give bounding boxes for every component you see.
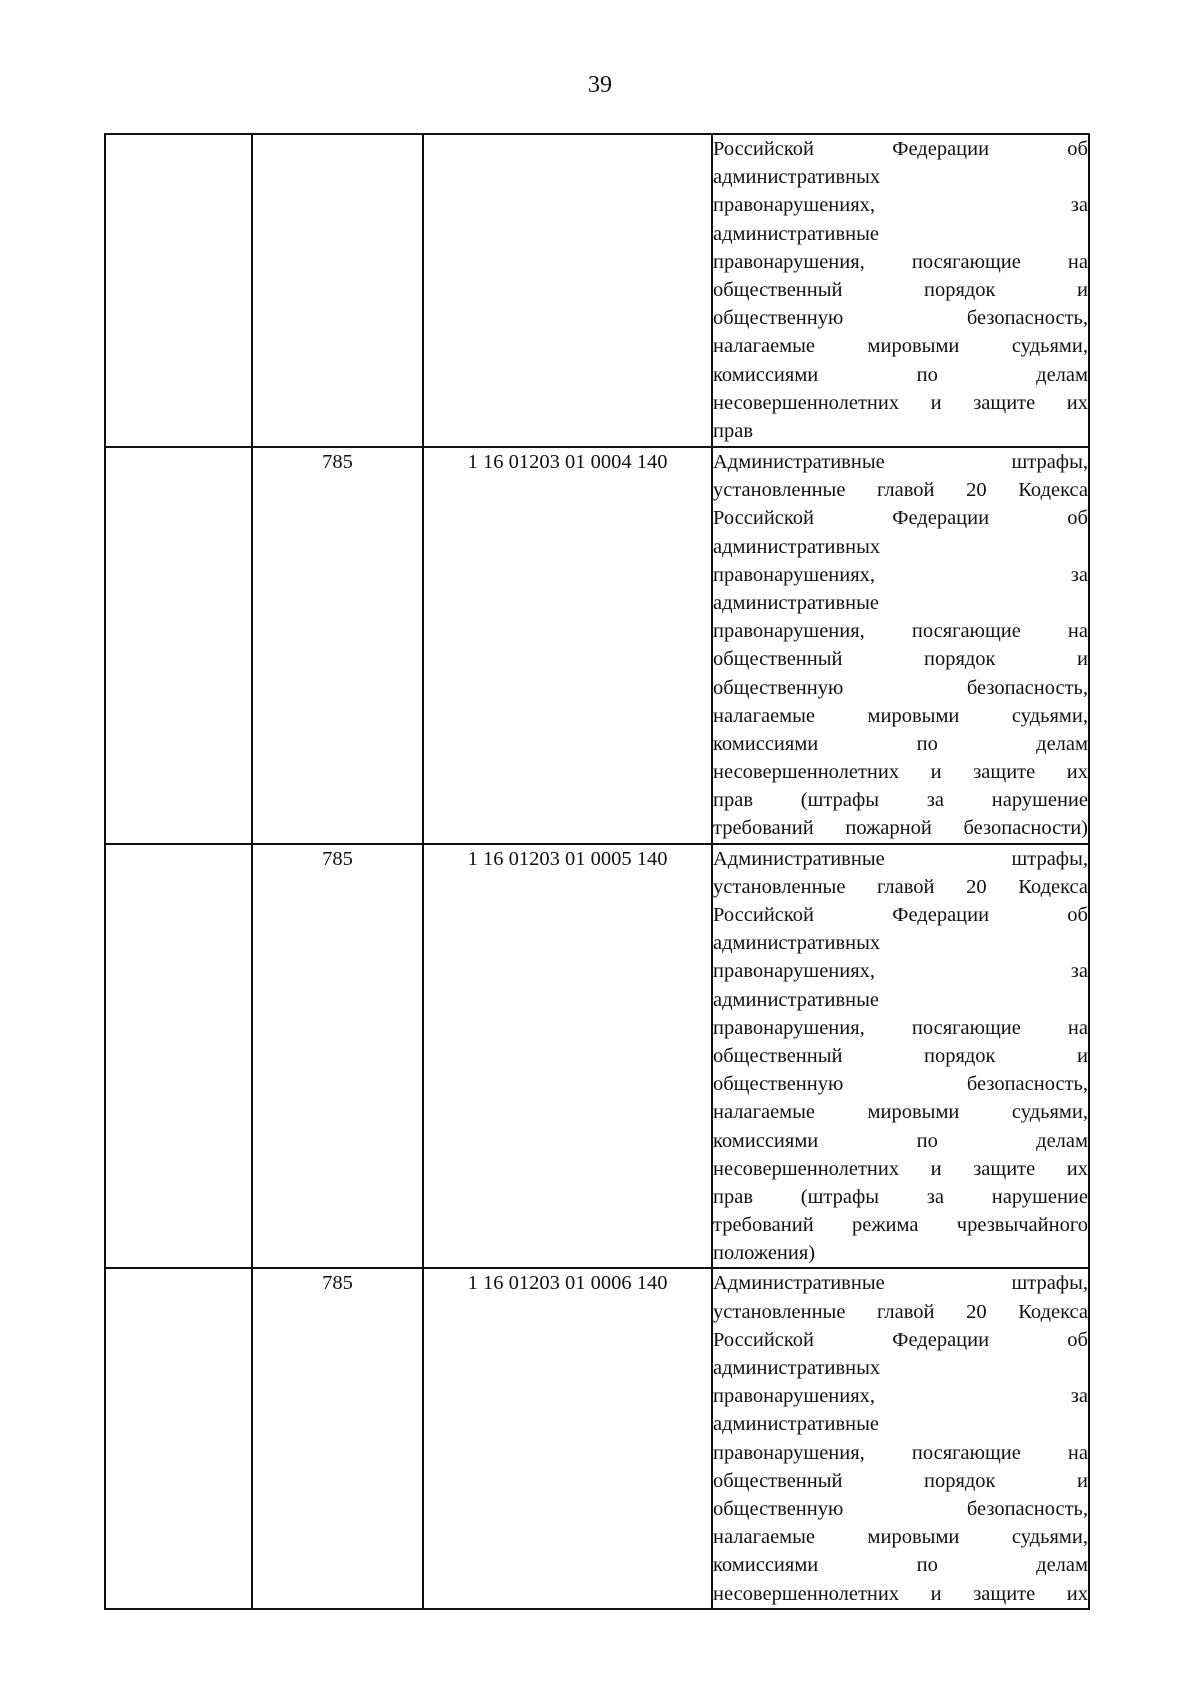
description-line: общественную безопасность,: [713, 307, 1088, 330]
description-line: административных: [713, 932, 881, 955]
description-line: правонарушениях, за: [713, 1385, 1088, 1408]
description-line: Российской Федерации об: [713, 1328, 1088, 1351]
description-line: административные: [713, 1413, 879, 1436]
description-line: административные: [713, 988, 879, 1011]
description-cell: [712, 844, 1089, 1269]
description-line: общественный порядок и: [713, 1469, 1088, 1492]
description-line: установленные главой 20 Кодекса: [713, 479, 1088, 502]
description-line: комиссиями по делам: [713, 1129, 1088, 1152]
description-line: правонарушения, посягающие на: [713, 1441, 1088, 1464]
description-line: комиссиями по делам: [713, 732, 1088, 755]
table-row: [105, 844, 1089, 1269]
description-line: несовершеннолетних и защите их: [713, 391, 1088, 414]
description-line: требований режима чрезвычайного: [713, 1214, 1088, 1237]
admin-code-cell: [252, 134, 423, 447]
admin-code-cell: 785: [252, 844, 423, 1269]
description-line: общественную безопасность,: [713, 1073, 1088, 1096]
page-number: 39: [588, 72, 612, 98]
kbk-code-cell: 1 16 01203 01 0005 140: [423, 844, 712, 1269]
description-line: правонарушения, посягающие на: [713, 1016, 1088, 1039]
row-number-cell: [105, 134, 252, 447]
description-line: административные: [713, 591, 879, 614]
row-number-cell: [105, 844, 252, 1269]
description-line: общественную безопасность,: [713, 676, 1088, 699]
description-line: Российской Федерации об: [713, 138, 1088, 160]
description-line: Российской Федерации об: [713, 904, 1088, 926]
description-line: налагаемые мировыми судьями,: [713, 335, 1088, 358]
description-line: установленные главой 20 Кодекса: [713, 1300, 1088, 1323]
description-line: Административные штрафы,: [713, 847, 1088, 870]
description-line: требований пожарной безопасности): [713, 817, 1088, 840]
description-line: административные: [713, 222, 879, 245]
description-cell: [712, 134, 1089, 447]
description-line: комиссиями по делам: [713, 363, 1088, 386]
description-line: прав (штрафы за нарушение: [713, 1185, 1088, 1208]
kbk-code-cell: 1 16 01203 01 0004 140: [423, 447, 712, 844]
admin-code-cell: 785: [252, 1268, 423, 1608]
description-line: общественный порядок и: [713, 648, 1088, 671]
description-line: прав (штрафы за нарушение: [713, 789, 1088, 812]
description-line: Административные штрафы,: [713, 1272, 1088, 1295]
description-line: несовершеннолетних и защите их: [713, 761, 1088, 784]
row-number-cell: [105, 1268, 252, 1608]
description-line: административных: [713, 166, 881, 189]
description-line: правонарушения, посягающие на: [713, 620, 1088, 643]
admin-code-cell: 785: [252, 447, 423, 844]
description-line: правонарушениях, за: [713, 194, 1088, 217]
description-line: Административные штрафы,: [713, 451, 1088, 473]
description-line: общественный порядок и: [713, 1044, 1088, 1067]
description-line: общественную безопасность,: [713, 1497, 1088, 1520]
description-line: административных: [713, 535, 881, 558]
description-line: общественный порядок и: [713, 278, 1088, 301]
description-line: налагаемые мировыми судьями,: [713, 704, 1088, 727]
table-row: [105, 1268, 1089, 1608]
description-line: правонарушения, посягающие на: [713, 250, 1088, 273]
description-line: правонарушениях, за: [713, 960, 1088, 983]
kbk-code-cell: [423, 134, 712, 447]
table-row: [105, 134, 1089, 447]
description-cell: [712, 447, 1089, 844]
description-line: несовершеннолетних и защите их: [713, 1157, 1088, 1180]
description-line: прав: [713, 419, 753, 442]
description-line: налагаемые мировыми судьями,: [713, 1101, 1088, 1124]
description-cell: [712, 1268, 1089, 1608]
description-line: налагаемые мировыми судьями,: [713, 1526, 1088, 1549]
table-row: [105, 447, 1089, 844]
row-number-cell: [105, 447, 252, 844]
budget-classification-table: [104, 133, 1090, 1610]
description-line: положения): [713, 1242, 816, 1265]
description-line: несовершеннолетних и защите их: [713, 1582, 1088, 1605]
description-line: Российской Федерации об: [713, 507, 1088, 530]
description-line: установленные главой 20 Кодекса: [713, 875, 1088, 898]
description-line: комиссиями по делам: [713, 1554, 1088, 1577]
table-body: [105, 134, 1089, 1609]
kbk-code-cell: 1 16 01203 01 0006 140: [423, 1268, 712, 1608]
description-line: правонарушениях, за: [713, 563, 1088, 586]
description-line: административных: [713, 1357, 881, 1379]
